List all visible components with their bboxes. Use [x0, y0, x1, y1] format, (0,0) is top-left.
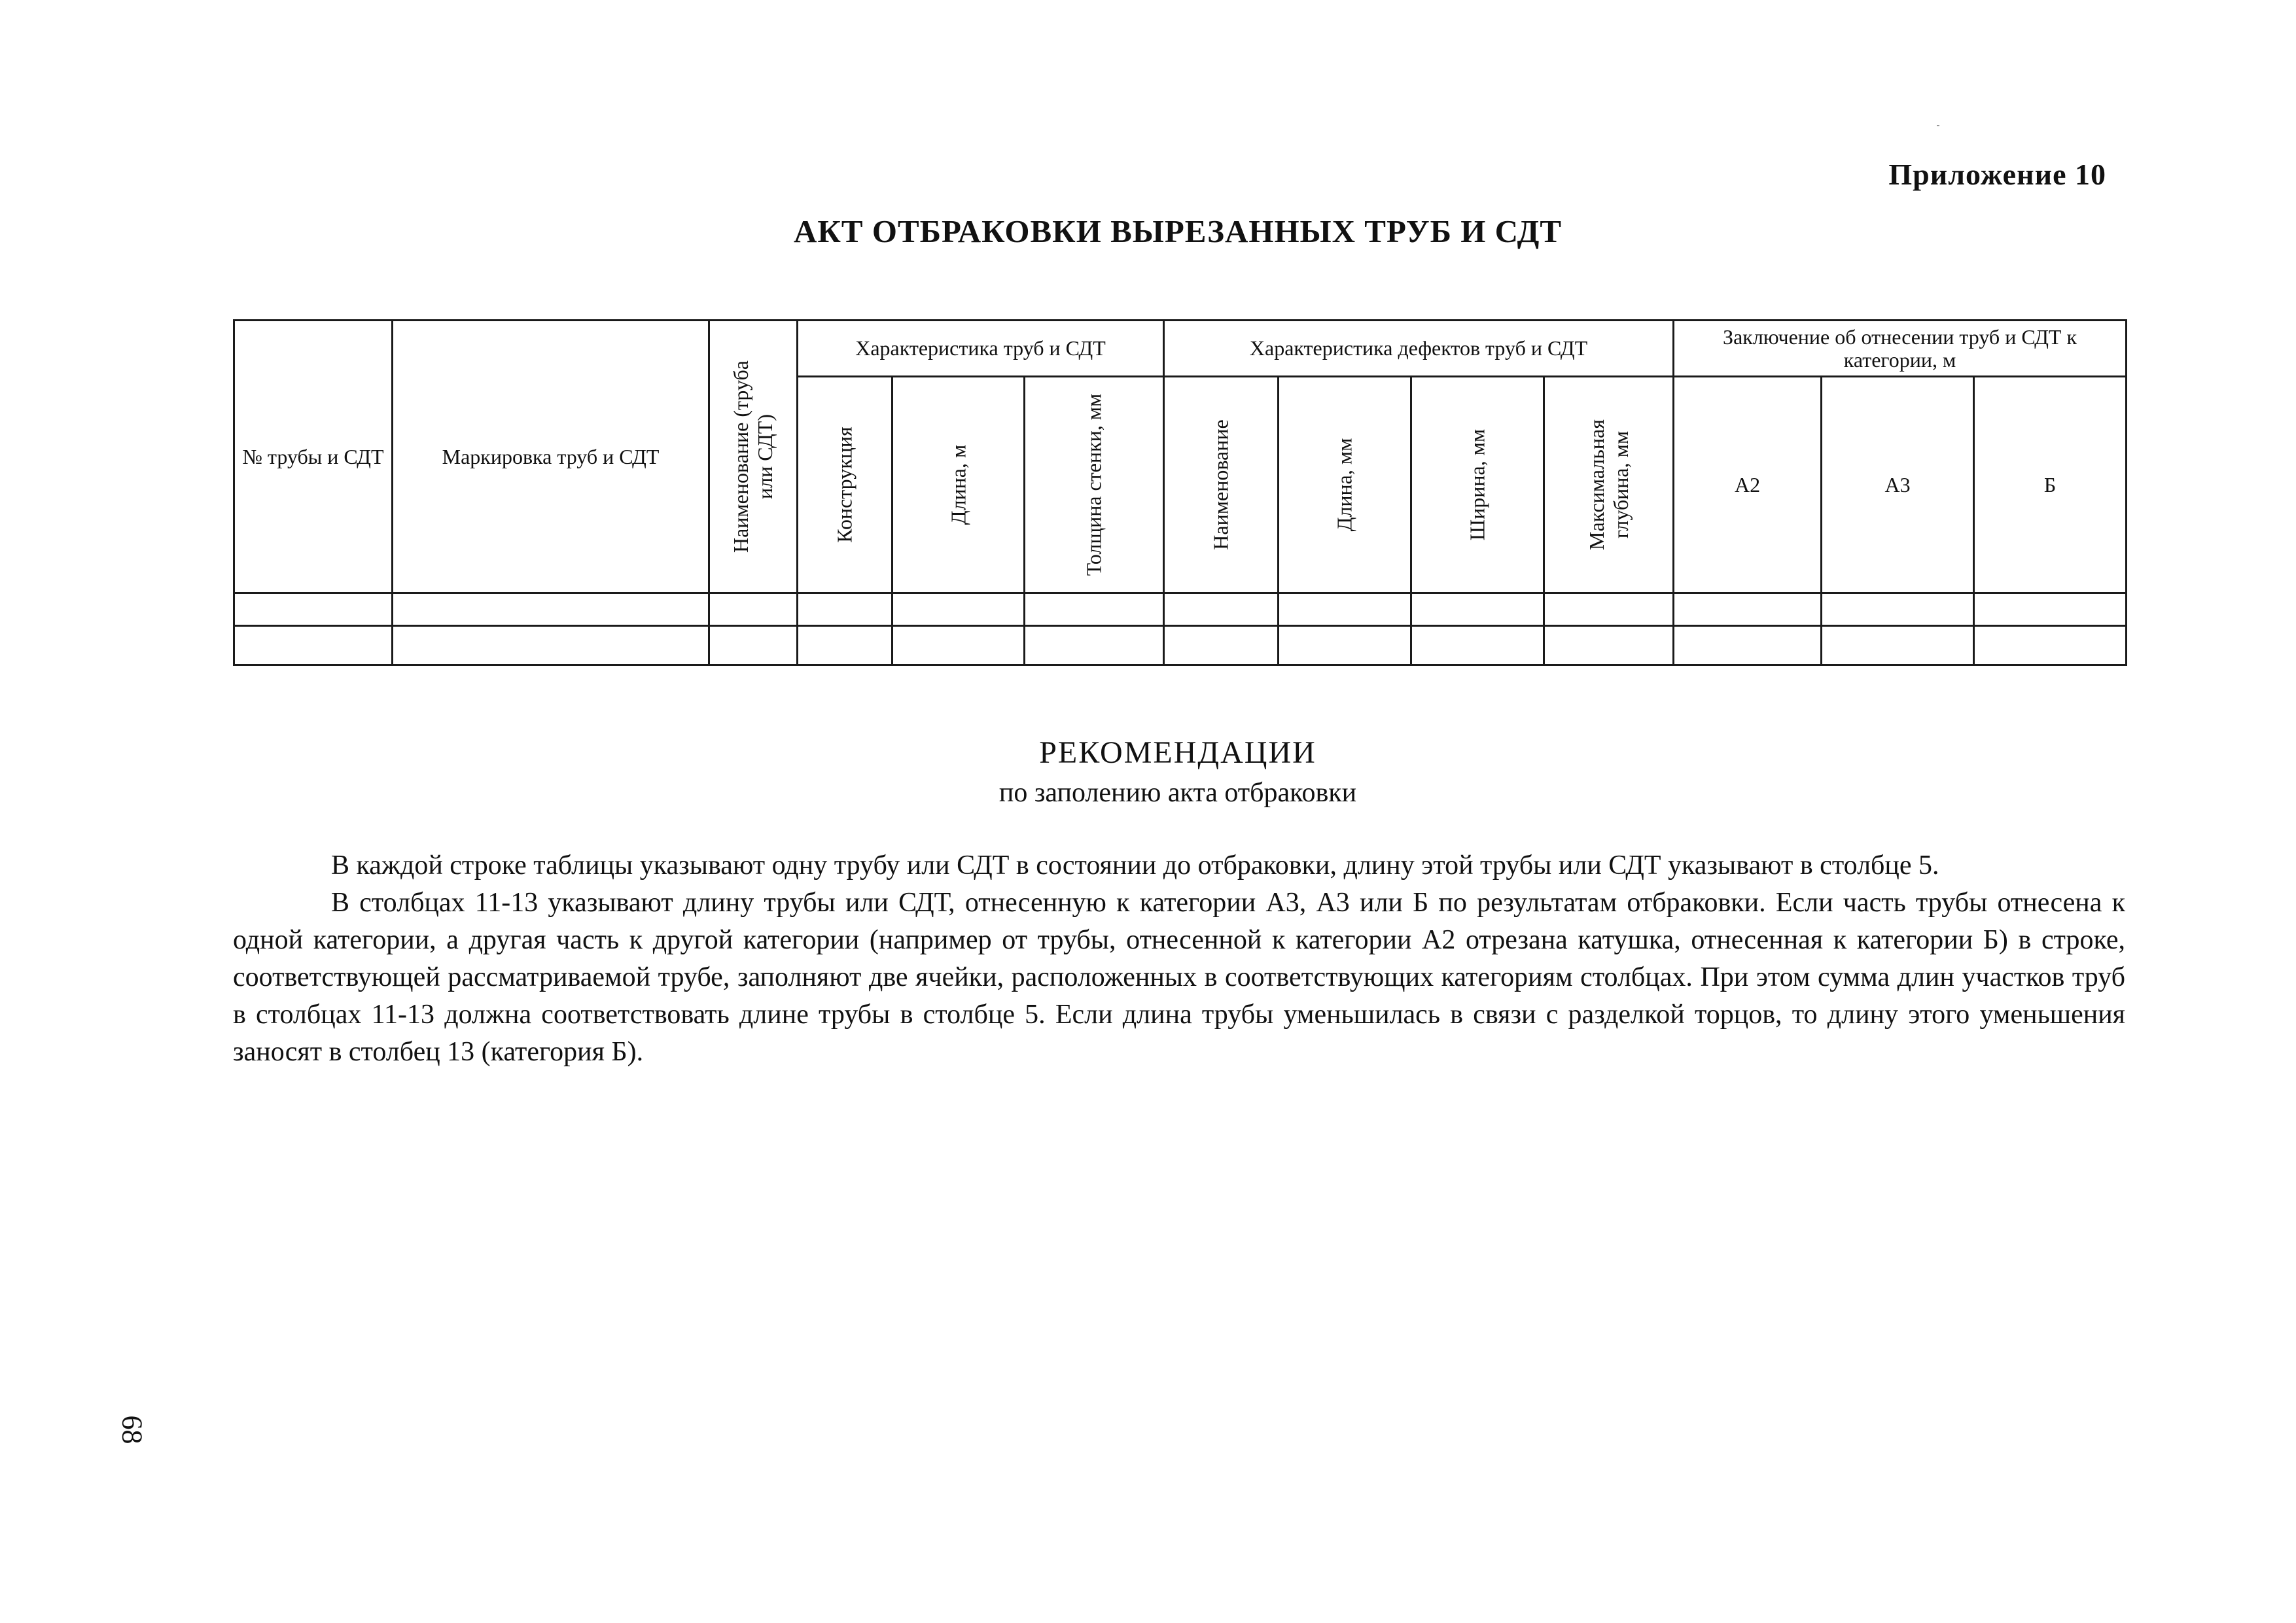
table-cell[interactable] [892, 625, 1025, 665]
header-category-conclusion: Заключение об отнесении труб и СДТ к категории, м [1674, 321, 2127, 377]
header-construction [798, 377, 892, 593]
table-cell[interactable] [709, 593, 798, 625]
header-category-b: Б [1974, 377, 2127, 593]
table-cell[interactable] [1164, 593, 1279, 625]
reject-act-table [233, 319, 2127, 666]
header-length-m [892, 377, 1025, 593]
table-cell[interactable] [234, 625, 393, 665]
table-cell[interactable] [1674, 593, 1822, 625]
recommendation-paragraph-1: В каждой строке таблицы указывают одну трубу или СДТ в состоянии до отбраковки, длину этой трубы или СДТ указывают в столбце 5. [331, 850, 1939, 881]
header-wall-thickness-label: Толщина стенки, мм [1082, 393, 1106, 576]
header-defect-name-label: Наименование [1209, 419, 1233, 550]
header-category-a3: А3 [1822, 377, 1974, 593]
table-cell[interactable] [892, 593, 1025, 625]
recommendation-paragraph-2: В столбцах 11-13 указывают длину трубы или СДТ, отнесенную к категории А3, А3 или Б по результатам отбраковки. Если часть трубы отнесена к одной категории, а другая часть к другой категории (например от трубы, отнесенной к категории А2 отрезана катушка, отнесенная к категории Б) в строке, соответствующей рассматриваемой трубе, заполняют две ячейки, расположенных в соответствующих категориям столбцах. При этом сумма длин участков труб в столбцах 11-13 должна соответствовать длине трубы в столбце 5. Если длина трубы уменьшилась в связи с разделкой торцов, то длину этого уменьшения заносят в столбец 13 (категория Б). [233, 888, 2125, 1067]
table-cell[interactable] [1974, 625, 2127, 665]
table-cell[interactable] [1544, 593, 1674, 625]
header-marking: Маркировка труб и СДТ [393, 321, 709, 593]
table-cell[interactable] [234, 593, 393, 625]
table-cell[interactable] [1822, 625, 1974, 665]
table-cell[interactable] [1279, 625, 1411, 665]
table-cell[interactable] [1544, 625, 1674, 665]
header-defect-characteristics: Характеристика дефектов труб и СДТ [1164, 321, 1674, 377]
header-defect-depth [1544, 377, 1674, 593]
header-defect-width [1411, 377, 1544, 593]
scan-speck [1937, 125, 1939, 126]
header-defect-name [1164, 377, 1279, 593]
table-cell[interactable] [393, 625, 709, 665]
table-cell[interactable] [1025, 625, 1164, 665]
recommendations-title: РЕКОМЕНДАЦИИ [1039, 735, 1316, 770]
table-cell[interactable] [1674, 625, 1822, 665]
header-name-type [709, 321, 798, 593]
table-cell[interactable] [798, 625, 892, 665]
page-number: 68 [116, 1415, 149, 1444]
header-pipe-no: № трубы и СДТ [234, 321, 393, 593]
table-cell[interactable] [798, 593, 892, 625]
table-cell[interactable] [1025, 593, 1164, 625]
recommendations-body [233, 847, 2125, 1071]
table-cell[interactable] [393, 593, 709, 625]
table-cell[interactable] [1164, 625, 1279, 665]
table-cell[interactable] [709, 625, 798, 665]
header-pipe-characteristics: Характеристика труб и СДТ [798, 321, 1164, 377]
header-defect-depth-label: Максимальная глубина, мм [1584, 419, 1633, 550]
header-defect-length-label: Длина, мм [1332, 438, 1356, 532]
header-length-m-label: Длина, м [946, 444, 970, 525]
table-row [234, 593, 2127, 625]
recommendations-subtitle: по заполению акта отбраковки [998, 778, 1357, 808]
table-cell[interactable] [1974, 593, 2127, 625]
table-cell[interactable] [1822, 593, 1974, 625]
header-wall-thickness [1025, 377, 1164, 593]
table-row [234, 625, 2127, 665]
appendix-label: Приложение 10 [1888, 158, 2106, 191]
header-category-a2: А2 [1674, 377, 1822, 593]
header-construction-label: Конструкция [832, 427, 857, 543]
document-title: АКТ ОТБРАКОВКИ ВЫРЕЗАННЫХ ТРУБ И СДТ [793, 213, 1563, 249]
table-cell[interactable] [1411, 593, 1544, 625]
header-name-type-label: Наименование (труба или СДТ) [729, 360, 777, 553]
header-defect-length [1279, 377, 1411, 593]
table-cell[interactable] [1279, 593, 1411, 625]
header-defect-width-label: Ширина, мм [1465, 428, 1489, 541]
table-cell[interactable] [1411, 625, 1544, 665]
